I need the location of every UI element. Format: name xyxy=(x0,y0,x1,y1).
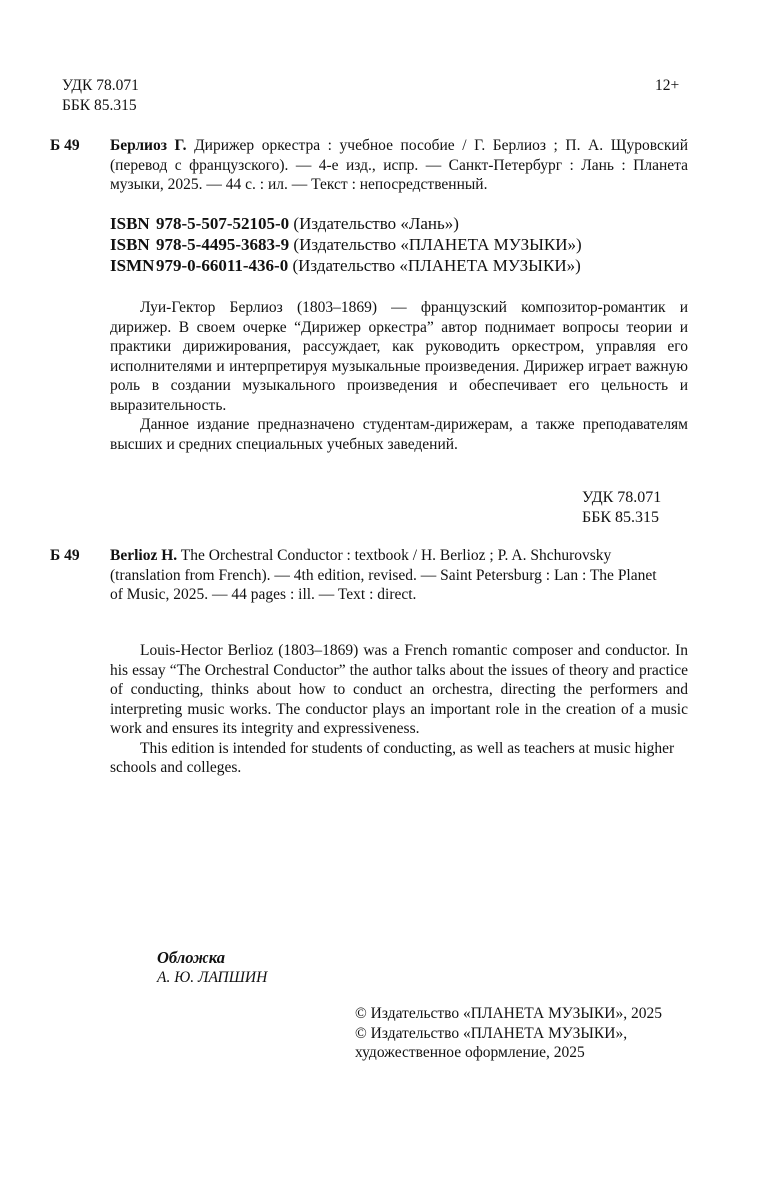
identifier-number: 979-0-66011-436-0 xyxy=(156,256,289,275)
en-record-author: Berlioz H. xyxy=(110,547,178,564)
en-record-text: The Orchestral Conductor : textbook / H. Berlioz ; P. A. Shchurovsky (translation from French). — 4th edition, revised. — Saint Petersburg : Lan : The Planet of Music, 2025. — 44 pages : ill. — Text : direct. xyxy=(110,547,657,603)
copyright-block xyxy=(355,1004,662,1063)
identifier-row xyxy=(110,255,582,276)
en-classification xyxy=(582,488,661,528)
age-rating: 12+ xyxy=(655,77,680,94)
ru-record-code: Б 49 xyxy=(50,137,80,154)
en-record-code: Б 49 xyxy=(50,547,80,564)
cover-credit xyxy=(157,948,267,988)
identifier-row xyxy=(110,213,582,234)
en-annotation-paragraph: Louis-Hector Berlioz (1803–1869) was a French romantic composer and conductor. In his essay “The Orchestral Conductor” the author talks about the issues of theory and practice of conducting, thinks about how to conduct an orchestra, directing the performers and interpreting music works. The conductor plays an important role in the creation of a music work and ensures its integrity and expressiveness. xyxy=(110,642,688,737)
identifier-publisher: (Издательство «Лань») xyxy=(293,214,459,233)
ru-record-author: Берлиоз Г. xyxy=(110,137,187,154)
identifier-label: ISBN xyxy=(110,214,150,233)
identifier-publisher: (Издательство «ПЛАНЕТА МУЗЫКИ») xyxy=(293,235,582,254)
en-bibliographic-record xyxy=(110,546,670,605)
copyright-line: художественное оформление, 2025 xyxy=(355,1044,585,1061)
bbk-code: ББК 85.315 xyxy=(62,96,137,114)
ru-annotation xyxy=(110,298,688,454)
cover-credit-heading: Обложка xyxy=(157,948,225,967)
identifier-number: 978-5-507-52105-0 xyxy=(156,214,290,233)
ru-annotation-paragraph: Данное издание предназначено студентам-дирижерам, а также преподавателям высших и средних специальных учебных заведений. xyxy=(110,416,688,453)
copyright-line: © Издательство «ПЛАНЕТА МУЗЫКИ», xyxy=(355,1024,628,1042)
identifier-label: ISBN xyxy=(110,235,150,254)
header-classification xyxy=(62,76,139,115)
ru-annotation-paragraph: Луи-Гектор Берлиоз (1803–1869) — французский композитор-романтик и дирижер. В своем очерке “Дирижер оркестра” автор поднимает вопросы теории и практики дирижирования, рассуждает, как руководить оркестром, управляя его исполнителями и интерпретируя музыкальные произведения. Дирижер играет важную роль в создании музыкального произведения и обеспечивает его цельность и выразительность. xyxy=(110,299,688,414)
cover-credit-name: А. Ю. ЛАПШИН xyxy=(157,969,268,986)
identifier-publisher: (Издательство «ПЛАНЕТА МУЗЫКИ») xyxy=(292,256,581,275)
copyright-line: © Издательство «ПЛАНЕТА МУЗЫКИ», 2025 xyxy=(355,1005,662,1022)
ru-bibliographic-record xyxy=(110,136,688,195)
identifiers-block xyxy=(110,213,582,276)
udk-code: УДК 78.071 xyxy=(62,77,139,94)
bbk-code: ББК 85.315 xyxy=(582,509,660,526)
en-annotation xyxy=(110,641,688,778)
en-annotation-paragraph: This edition is intended for students of conducting, as well as teachers at music higher schools and colleges. xyxy=(110,739,675,776)
identifier-label: ISMN xyxy=(110,256,155,275)
identifier-number: 978-5-4495-3683-9 xyxy=(156,235,290,254)
ru-record-text: Дирижер оркестра : учебное пособие / Г. Берлиоз ; П. А. Щуровский (перевод с французского). — 4-е изд., испр. — Санкт-Петербург : Лань : Планета музыки, 2025. — 44 с. : ил. — Текст : непосредственный. xyxy=(110,137,689,193)
identifier-row xyxy=(110,234,582,255)
udk-code: УДК 78.071 xyxy=(582,489,662,506)
